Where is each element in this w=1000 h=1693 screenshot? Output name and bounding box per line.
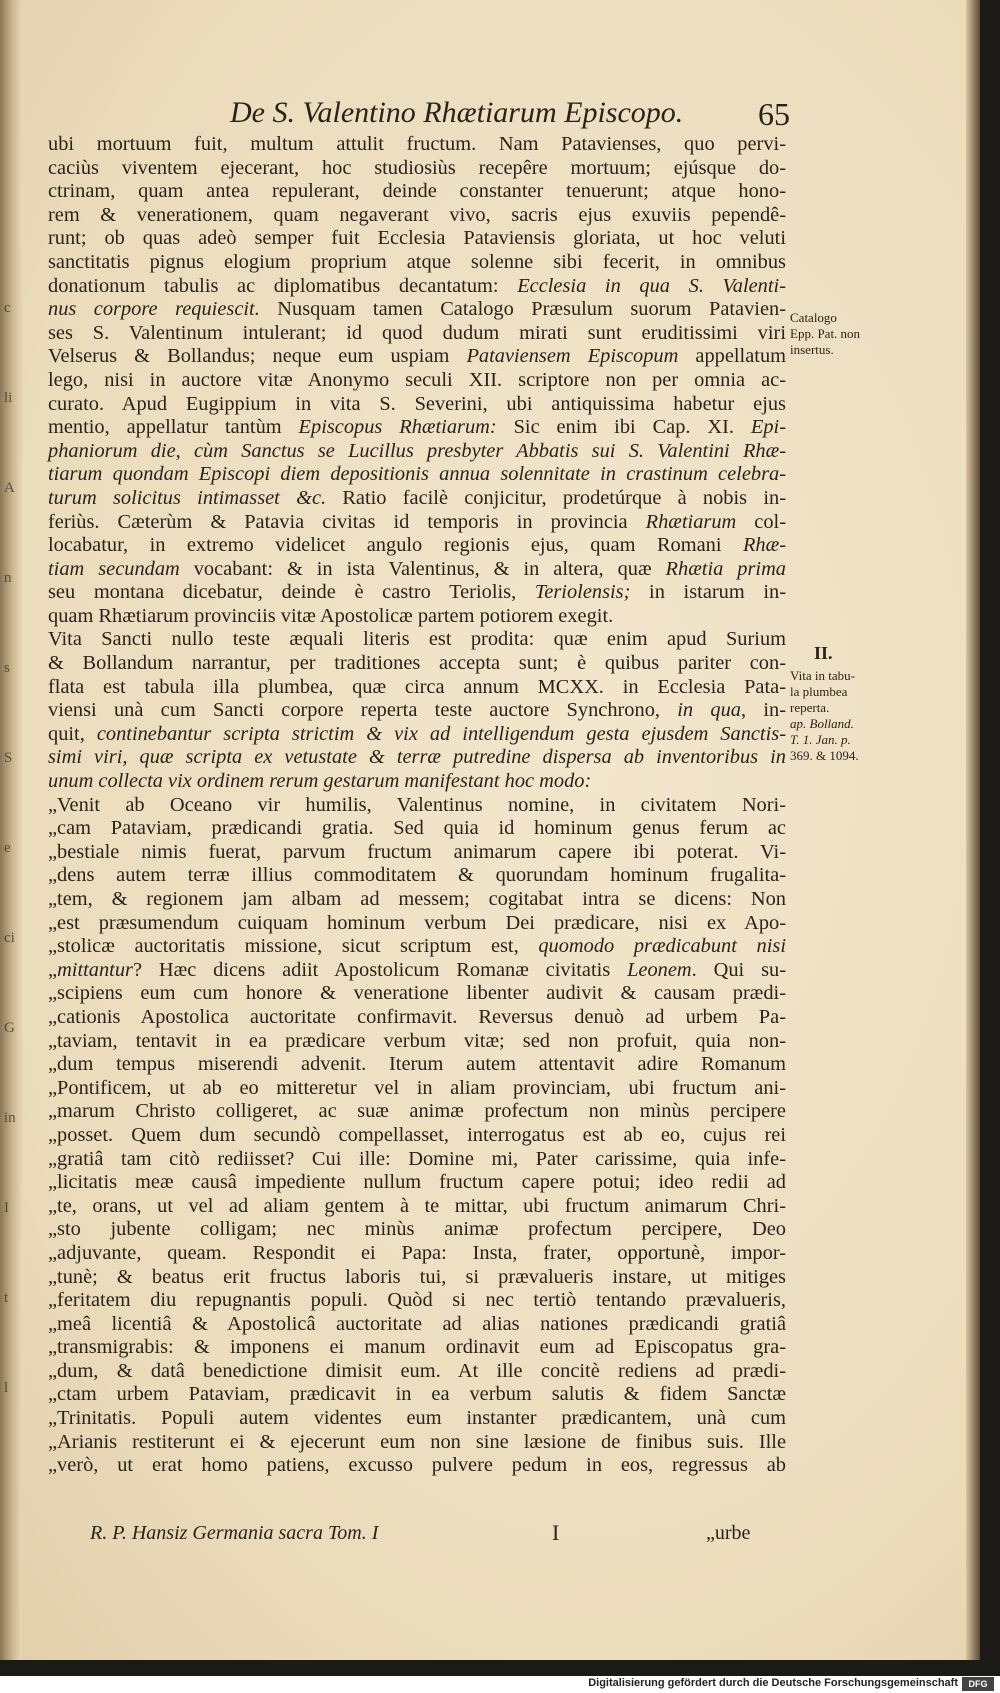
text-segment: nus corpore requiescit. — [48, 298, 260, 321]
text-segment: tiam secundam — [48, 557, 180, 580]
text-segment: runt; ob quas adeò semper fuit Ecclesia Pataviensis gloriata, ut hoc veluti — [48, 227, 786, 250]
text-line — [48, 794, 786, 818]
text-segment: „sto jubente colligam; nec minùs animæ profectum percipere, Deo — [48, 1218, 786, 1241]
text-segment: „ — [48, 958, 58, 981]
text-segment: quomodo prædicabunt nisi — [538, 935, 786, 958]
text-line — [48, 581, 786, 605]
text-segment: mittantur — [57, 958, 133, 981]
binding-gutter — [0, 0, 22, 1660]
text-segment: „Trinitatis. Populi autem videntes eum instanter prædicantem, unà cum — [48, 1407, 786, 1430]
text-segment: in istarum in- — [630, 581, 787, 604]
margin-note-vita: Vita in tabu- la plumbea reperta. ap. Bolland. T. 1. Jan. p. 369. & 1094. — [790, 668, 859, 763]
text-segment: „transmigrabis: & imponens ei manum ordinavit eum ad Episcopatus gra- — [48, 1336, 786, 1359]
facing-page-fragment: t — [4, 1290, 9, 1306]
text-line — [48, 1077, 786, 1101]
facing-page-fragment: ci — [4, 930, 15, 946]
text-segment: Epi- — [750, 416, 787, 439]
text-segment: turum solicitus intimasset &c. — [48, 486, 327, 509]
text-segment: Pataviensem Episcopum — [466, 345, 679, 368]
text-line — [48, 1266, 786, 1290]
text-segment: seu montana dicebatur, deinde è castro Teriolis, — [48, 581, 535, 604]
text-line — [48, 982, 786, 1006]
text-segment: „adjuvante, queam. Respondit ei Papa: Insta, frater, opportunè, impor- — [48, 1241, 786, 1264]
text-line — [48, 534, 786, 558]
text-segment: Vita Sancti nullo teste æquali literis est prodita: quæ enim apud Surium — [48, 628, 786, 651]
text-line — [48, 322, 786, 346]
text-segment: „dum, & datâ benedictione dimisit eum. At ille concitè rediens ad prædi- — [48, 1359, 786, 1382]
text-segment: Nusquam tamen Catalogo Præsulum suorum Patavien- — [259, 298, 786, 321]
text-segment: „marum Christo colligeret, ac suæ animæ profectum non minùs percipere — [48, 1100, 786, 1123]
text-segment: Rhæ- — [742, 534, 786, 557]
text-line — [48, 463, 786, 487]
page-edge — [966, 0, 980, 1660]
text-line — [48, 864, 786, 888]
text-segment: viensi unà cum Sancti corpore reperta teste auctore Synchrono, — [48, 699, 678, 722]
text-segment: continebantur scripta strictim & vix ad intelligendum gesta ejusdem Sanctis- — [96, 722, 786, 745]
page-number: 65 — [758, 96, 790, 132]
text-segment: „gratiâ tam citò rediisset? Cui ille: Domine mi, Pater carissime, quia infe- — [48, 1147, 786, 1170]
text-line — [48, 1124, 786, 1148]
text-line — [48, 487, 786, 511]
section-number: II. — [814, 643, 833, 663]
text-segment: Ecclesia in qua S. Valenti- — [517, 274, 786, 297]
facing-page-fragment: e — [4, 840, 11, 856]
facing-page-fragment: s — [4, 660, 10, 676]
text-line — [48, 841, 786, 865]
text-line — [48, 227, 786, 251]
margin-note-catalogo: Catalogo Epp. Pat. non insertus. — [790, 310, 861, 357]
text-line — [48, 1053, 786, 1077]
text-line — [48, 1313, 786, 1337]
text-line — [48, 157, 786, 181]
text-segment: ubi mortuum fuit, multum attulit fructum. Nam Patavienses, quo pervi- — [48, 133, 786, 155]
text-segment: curato. Apud Eugippium in vita S. Severini, ubi antiquissima habetur ejus — [48, 392, 786, 415]
facing-page-fragment: S — [4, 750, 13, 766]
text-line — [48, 1242, 786, 1266]
text-line — [48, 628, 786, 652]
text-segment: unum collecta vix ordinem rerum gestarum manifestant hoc modo: — [48, 770, 592, 793]
text-segment: ? Hæc dicens adiit Apostolicum Romanæ civitatis — [132, 958, 628, 981]
text-segment: „te, orans, ut vel ad aliam gentem à te mittar, ubi fructum animarum Chri- — [48, 1194, 786, 1217]
text-segment: feriùs. Cæterùm & Patavia civitas id temporis in provincia — [48, 510, 646, 533]
text-segment: & Bollandum narrantur, per traditiones accepta sunt; è quibus pariter con- — [48, 652, 786, 675]
text-segment: phaniorum die, cùm Sanctus se Lucillus presbyter Abbatis sui S. Valentini Rhæ- — [48, 439, 786, 462]
text-line — [48, 912, 786, 936]
text-segment: „licitatis meæ causâ impediente nullum fructum capere potui; ideo redii ad — [48, 1171, 786, 1194]
text-line — [48, 511, 786, 535]
text-line — [48, 1407, 786, 1431]
running-title: De S. Valentino Rhætiarum Episcopo. — [230, 96, 684, 129]
text-line — [48, 1218, 786, 1242]
text-segment: „feritatem diu repugnantis populi. Quòd si nec tertiò tentando prævalueris, — [48, 1289, 786, 1312]
text-segment: Ratio facilè conjicitur, prodetúrque à nobis in- — [326, 486, 786, 509]
text-segment: lego, nisi in auctore vitæ Anonymo seculi XII. scriptore non per omnia ac- — [48, 368, 786, 391]
text-line — [48, 605, 786, 629]
facing-page-fragment: li — [4, 390, 13, 406]
facing-page-fragment: A — [4, 480, 15, 496]
text-segment: „dum tempus miserendi advenit. Iterum autem attentavit adire Romanum — [48, 1053, 786, 1076]
text-line — [48, 676, 786, 700]
text-segment: quit, — [48, 722, 97, 745]
text-line — [48, 133, 786, 157]
text-line — [48, 935, 786, 959]
text-line — [48, 275, 786, 299]
text-segment: col- — [736, 510, 786, 533]
digitization-notice: Digitalisierung gefördert durch die Deutsche Forschungsgemeinschaft — [588, 1677, 958, 1689]
text-line — [48, 699, 786, 723]
text-line — [48, 416, 786, 440]
text-line — [48, 180, 786, 204]
facing-page-fragment: in — [4, 1110, 16, 1126]
text-segment: caciùs viventem ejecerant, hoc studiosiùs recepêre mortuum; ejúsque do- — [48, 156, 786, 179]
text-segment: „meâ licentiâ & Apostolicâ auctoritate ad alias nationes prædicandi gratiâ — [48, 1312, 786, 1335]
text-segment: „Venit ab Oceano vir humilis, Valentinus nomine, in civitatem Nori- — [48, 793, 786, 816]
text-segment: donationum tabulis ac diplomatibus decantatum: — [48, 274, 518, 297]
text-segment: sanctitatis pignus elogium proprium atque solenne sibi fecerit, in omnibus — [48, 250, 786, 273]
text-segment: ses S. Valentinum intulerant; id quod dudum mirati sunt eruditissimi viri — [48, 321, 786, 344]
text-line — [48, 1383, 786, 1407]
text-segment: „taviam, tentavit in ea prædicare verbum vitæ; sed non profuit, quia non- — [48, 1029, 786, 1052]
text-line — [48, 1148, 786, 1172]
text-line — [48, 723, 786, 747]
text-segment: „posset. Quem dum secundò compellasset, interrogatus est ab eo, cujus rei — [48, 1123, 786, 1146]
text-segment: in qua — [677, 699, 741, 722]
text-segment: „tunè; & beatus erit fructus laboris tui, si prævalueris instare, ut mitiges — [48, 1265, 786, 1288]
text-segment: simi viri, quæ scripta ex vetustate & terræ putredine dispersa ab inventoribus in — [48, 746, 786, 769]
dfg-logo: DFG — [962, 1677, 994, 1691]
text-segment: „scipiens eum cum honore & veneratione libenter audivit & causam prædi- — [48, 982, 786, 1005]
text-segment: flata est tabula illa plumbea, quæ circa annum MCXX. in Ecclesia Pata- — [48, 675, 786, 698]
text-line — [48, 959, 786, 983]
facing-page-fragment: G — [4, 1020, 15, 1036]
text-line — [48, 652, 786, 676]
text-segment: Leonem — [627, 958, 692, 981]
text-line — [48, 1006, 786, 1030]
text-line — [48, 1289, 786, 1313]
text-segment: Sic enim ibi Cap. XI. — [496, 416, 751, 439]
text-line — [48, 770, 786, 794]
text-line — [48, 1171, 786, 1195]
text-segment: Episcopus Rhætiarum: — [298, 416, 497, 439]
running-header — [230, 96, 790, 136]
signature-mark: I — [552, 1520, 560, 1545]
text-segment: Teriolensis; — [534, 581, 631, 604]
text-line — [48, 1100, 786, 1124]
text-segment: Rhætiarum — [645, 510, 737, 533]
text-line — [48, 345, 786, 369]
text-segment: mentio, appellatur tantùm — [48, 416, 299, 439]
facing-page-fragment: l — [4, 1380, 9, 1396]
text-line — [48, 1195, 786, 1219]
text-segment: vocabant: & in ista Valentinus, & in altera, quæ — [179, 557, 666, 580]
facing-page-fragment: c — [4, 300, 11, 316]
text-segment: tiarum quondam Episcopi diem depositionis annua solennitate in crastinum celebra- — [48, 463, 786, 486]
text-line — [48, 1030, 786, 1054]
text-segment: „cam Pataviam, prædicandi gratia. Sed quia id hominum genus ferum ac — [48, 817, 786, 840]
text-segment: „verò, ut erat homo patiens, excusso pulvere pedum in eos, regressus ab — [48, 1454, 786, 1477]
text-segment: Velserus & Bollandus; neque eum uspiam — [48, 345, 467, 368]
text-segment: „dens autem terræ illius commoditatem & quorundam hominum frugalita- — [48, 864, 786, 887]
text-segment: ctrinam, quam antea repulerant, deinde constanter tenuerunt; atque hono- — [48, 180, 786, 203]
text-line — [48, 558, 786, 582]
text-segment: locabatur, in extremo videlicet angulo regionis ejus, quam Romani — [48, 534, 743, 557]
text-line — [48, 1360, 786, 1384]
facing-page-fragment: I — [4, 1200, 9, 1216]
text-line — [48, 1431, 786, 1455]
text-segment: „Arianis restiterunt ei & ejecerunt eum non sine læsione de finibus suis. Ille — [48, 1430, 786, 1453]
text-segment: „bestiale nimis fuerat, parvum fructum animarum capere ibi poterat. Vi- — [48, 840, 786, 863]
text-line — [48, 817, 786, 841]
text-segment: Rhætia prima — [665, 557, 786, 580]
catchword: „urbe — [706, 1522, 751, 1544]
text-line — [48, 440, 786, 464]
text-line — [48, 393, 786, 417]
text-line — [48, 251, 786, 275]
text-line — [48, 1454, 786, 1478]
text-line — [48, 746, 786, 770]
text-segment: rem & venerationem, quam negaverant vivo, sacris ejus exuviis pependê- — [48, 203, 786, 226]
text-segment: „tem, & regionem jam albam ad messem; cogitabat intra se dicens: Non — [48, 888, 786, 910]
text-segment: „Pontificem, ut ab eo mitteretur vel in aliam provinciam, ubi fructum ani- — [48, 1076, 786, 1099]
text-segment: „est præsumendum cuiquam hominum verbum Dei prædicare, nisi ex Apo- — [48, 911, 786, 934]
text-line — [48, 1336, 786, 1360]
text-segment: „stolicæ auctoritatis missione, sicut scriptum est, — [48, 935, 539, 958]
signature-line: R. P. Hansiz Germania sacra Tom. I — [90, 1522, 379, 1544]
text-segment: , in- — [740, 699, 786, 722]
text-line — [48, 204, 786, 228]
text-line — [48, 298, 786, 322]
text-segment: appellatum — [678, 345, 786, 368]
text-line — [48, 888, 786, 912]
text-line — [48, 369, 786, 393]
text-segment: „ctam urbem Pataviam, prædicavit in ea verbum salutis & fidem Sanctæ — [48, 1383, 786, 1406]
text-segment: quam Rhætiarum provinciis vitæ Apostolicæ partem potiorem exegit. — [48, 604, 614, 627]
text-segment: „cationis Apostolica auctoritate confirmavit. Reversus denuò ad urbem Pa- — [48, 1005, 786, 1028]
text-segment: . Qui su- — [691, 958, 786, 981]
body-text — [48, 133, 786, 1478]
facing-page-fragment: n — [4, 570, 12, 586]
